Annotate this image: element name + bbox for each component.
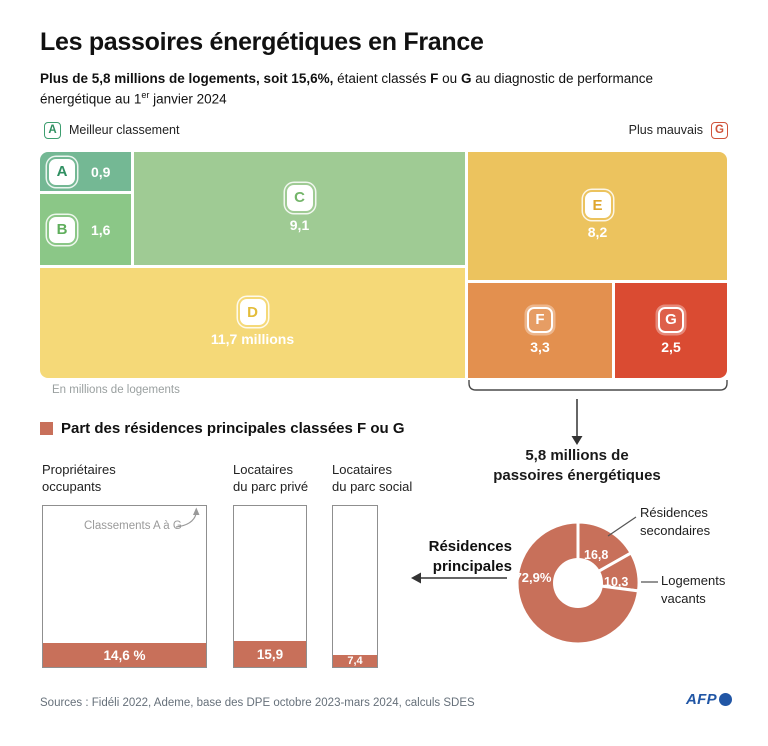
subtitle-text-4: janvier 2024: [149, 91, 227, 107]
down-arrow-head-icon: [572, 436, 583, 445]
bar-social-fill: [333, 655, 377, 667]
page-title: Les passoires énergétiques en France: [40, 28, 484, 56]
bar-social-value: 7,4: [347, 655, 363, 667]
donut-value-principales: 72,9%: [514, 570, 552, 585]
passoires-callout: [455, 446, 699, 487]
treemap-block-c: [134, 152, 465, 265]
block-c-value: 9,1: [289, 216, 310, 233]
afp-globe-icon: [719, 693, 732, 706]
legend-worst-label: Plus mauvais: [628, 123, 703, 137]
subtitle: [40, 69, 670, 110]
bar-owners-fill: [43, 643, 206, 667]
block-e-value: 8,2: [587, 224, 608, 240]
bar-private-fill: [234, 641, 306, 667]
treemap-block-f: [468, 283, 612, 378]
fg-bracket: [469, 380, 727, 390]
dpe-badge-g-icon: G: [711, 122, 728, 139]
block-b-badge-icon: B: [49, 217, 75, 243]
block-f-badge-icon: F: [527, 307, 553, 333]
subtitle-bold-3: G: [460, 71, 472, 86]
block-d-badge-icon: D: [240, 299, 266, 325]
label-vacants-line2: vacants: [661, 590, 706, 606]
legend-best-label: Meilleur classement: [69, 123, 180, 137]
block-e-badge-icon: E: [585, 192, 611, 218]
treemap-block-b: [40, 194, 131, 265]
afp-logo: [686, 691, 732, 708]
subtitle-bold-1: Plus de 5,8 millions de logements, soit 15,6%,: [40, 71, 334, 86]
legend-worst: [629, 121, 728, 139]
bar-owners-value: 14,6 %: [103, 647, 146, 663]
label-principales-line2: principales: [432, 557, 512, 575]
legend-best: [44, 121, 179, 139]
subtitle-text-3: au diagnostic de performance énergétique au 1: [40, 71, 654, 107]
subtitle-bold-2: F: [430, 71, 439, 86]
subtitle-superscript: er: [141, 90, 150, 101]
label-residences-principales: [405, 537, 512, 576]
block-g-badge-icon: G: [658, 307, 684, 333]
bar-private-box: [233, 505, 307, 668]
bar-social-label-line2: du parc social: [332, 478, 413, 494]
block-g-value: 2,5: [661, 338, 681, 355]
dpe-treemap: [40, 152, 727, 378]
dpe-badge-a-icon: A: [44, 122, 61, 139]
subtitle-text-2: ou: [438, 71, 461, 86]
block-c-badge-icon: C: [287, 185, 313, 211]
block-a-badge-icon: A: [49, 159, 75, 185]
label-vacants-line1: Logements: [661, 573, 726, 588]
classements-annotation: Classements A à G: [84, 520, 182, 532]
bar-social-label-line1: Locataires: [332, 462, 392, 477]
treemap-block-e: [468, 152, 727, 280]
treemap-block-a: [40, 152, 131, 191]
afp-logo-text: AFP: [686, 691, 717, 708]
bars-section-heading: [40, 420, 405, 437]
treemap-units-note: En millions de logements: [52, 384, 180, 396]
bar-owners-label-line2: occupants: [42, 478, 102, 494]
callout-line-2: passoires énergétiques: [493, 467, 661, 485]
callout-line-1: 5,8 millions de: [525, 447, 629, 464]
treemap-block-g: [615, 283, 727, 378]
donut-value-vacants: 10,3: [604, 575, 629, 589]
bar-social-label: [332, 462, 412, 496]
label-secondaires-line1: Résidences: [640, 505, 708, 520]
label-residences-secondaires: [640, 504, 710, 539]
bar-social-box: [332, 505, 378, 668]
label-secondaires-line2: secondaires: [640, 522, 711, 538]
bar-private-value: 15,9: [256, 646, 284, 662]
label-principales-line1: Résidences: [428, 538, 512, 555]
block-b-value: 1,6: [91, 221, 111, 238]
bar-private-label: [233, 462, 308, 496]
donut-value-secondaires: 16,8: [584, 548, 609, 562]
bar-owners-label-line1: Propriétaires: [42, 462, 116, 477]
bar-owners-label: [42, 462, 116, 496]
block-d-value: 11,7 millions: [210, 331, 295, 347]
section-bullet-icon: [40, 422, 53, 435]
subtitle-text-1: étaient classés: [333, 71, 431, 86]
treemap-block-d: [40, 268, 465, 378]
block-f-value: 3,3: [530, 338, 550, 355]
bar-private-label-line2: du parc privé: [233, 478, 309, 494]
section-heading-text: Part des résidences principales classées F ou G: [61, 420, 405, 437]
label-logements-vacants: [661, 572, 725, 607]
block-a-value: 0,9: [91, 163, 111, 180]
bar-private-label-line1: Locataires: [233, 462, 293, 477]
sources-text: Sources : Fidéli 2022, Ademe, base des DPE octobre 2023-mars 2024, calculs SDES: [40, 697, 475, 709]
